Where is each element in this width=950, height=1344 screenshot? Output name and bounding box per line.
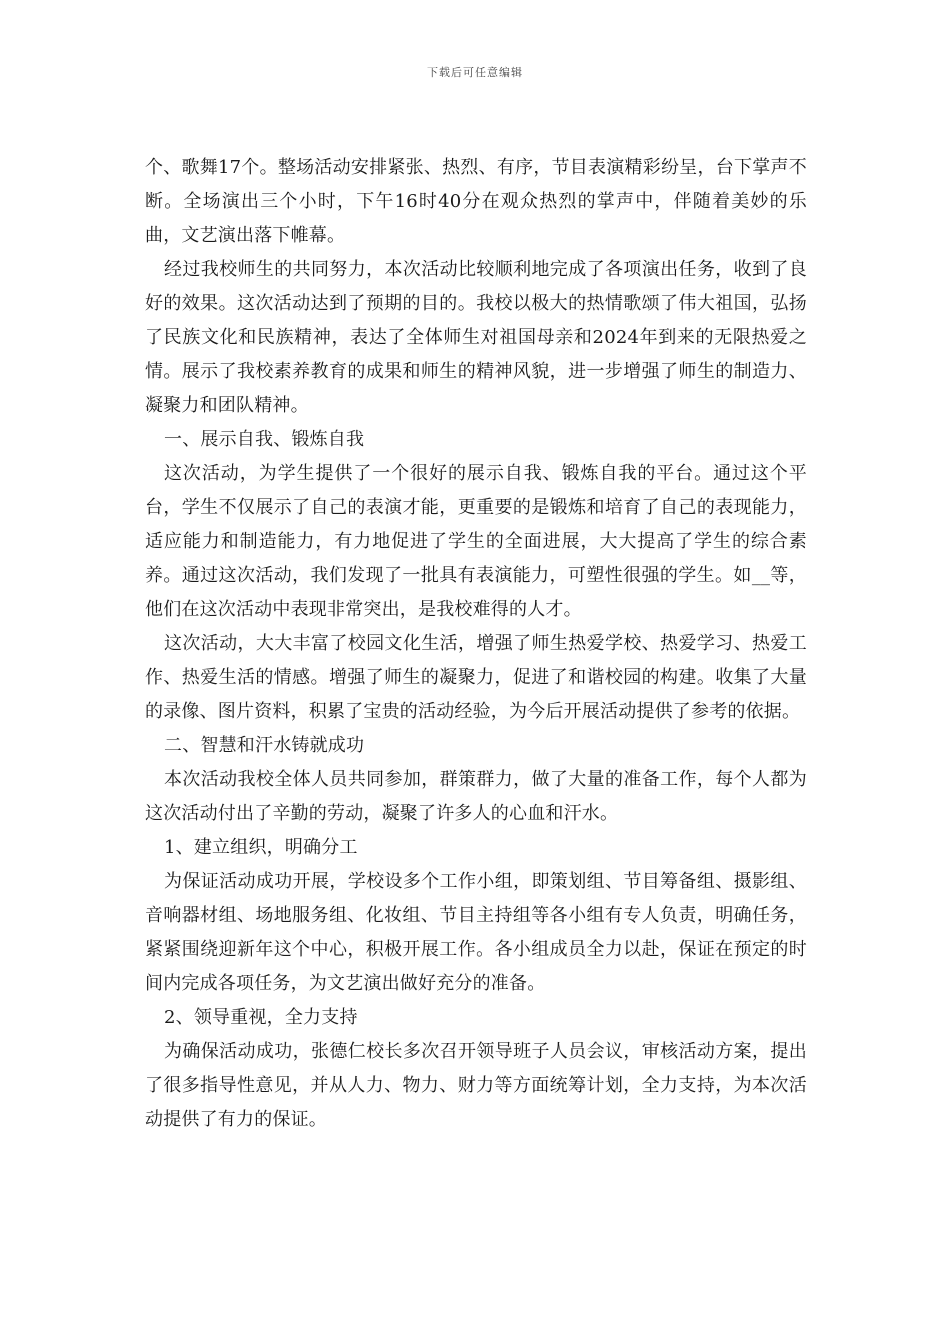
page-header-note: 下载后可任意编辑	[427, 66, 523, 79]
paragraph: 这次活动，大大丰富了校园文化生活，增强了师生热爱学校、热爱学习、热爱工作、热爱生活的情感。增强了师生的凝聚力，促进了和谐校园的构建。收集了大量的录像、图片资料，积累了宝贵的活动经验，为今后开展活动提供了参考的依据。	[145, 633, 807, 722]
document-body	[145, 151, 807, 1137]
paragraph: 本次活动我校全体人员共同参加，群策群力，做了大量的准备工作，每个人都为这次活动付出了辛勤的劳动，凝聚了许多人的心血和汗水。	[145, 769, 807, 824]
paragraph: 为保证活动成功开展，学校设多个工作小组，即策划组、节目筹备组、摄影组、音响器材组、场地服务组、化妆组、节目主持组等各小组有专人负责，明确任务，紧紧围绕迎新年这个中心，积极开展工作。各小组成员全力以赴，保证在预定的时间内完成各项任务，为文艺演出做好充分的准备。	[145, 871, 807, 994]
paragraph: 这次活动，为学生提供了一个很好的展示自我、锻炼自我的平台。通过这个平台，学生不仅展示了自己的表演才能，更重要的是锻炼和培育了自己的表现能力，适应能力和制造能力，有力地促进了学生的全面进展，大大提高了学生的综合素养。通过这次活动，我们发现了一批具有表演能力，可塑性很强的学生。如__等，他们在这次活动中表现非常突出，是我校难得的人才。	[145, 463, 807, 620]
section-heading: 一、展示自我、锻炼自我	[164, 429, 365, 450]
subsection-heading: 2、领导重视，全力支持	[164, 1007, 358, 1028]
subsection-heading: 1、建立组织，明确分工	[164, 837, 358, 858]
paragraph-continuation: 个、歌舞17个。整场活动安排紧张、热烈、有序，节目表演精彩纷呈，台下掌声不断。全场演出三个小时，下午16时40分在观众热烈的掌声中，伴随着美妙的乐曲，文艺演出落下帷幕。	[145, 157, 807, 246]
section-heading: 二、智慧和汗水铸就成功	[164, 735, 365, 756]
paragraph: 为确保活动成功，张德仁校长多次召开领导班子人员会议，审核活动方案，提出了很多指导性意见，并从人力、物力、财力等方面统筹计划，全力支持，为本次活动提供了有力的保证。	[145, 1041, 807, 1130]
paragraph: 经过我校师生的共同努力，本次活动比较顺利地完成了各项演出任务，收到了良好的效果。这次活动达到了预期的目的。我校以极大的热情歌颂了伟大祖国，弘扬了民族文化和民族精神，表达了全体师生对祖国母亲和2024年到来的无限热爱之情。展示了我校素养教育的成果和师生的精神风貌，进一步增强了师生的制造力、凝聚力和团队精神。	[145, 259, 807, 416]
